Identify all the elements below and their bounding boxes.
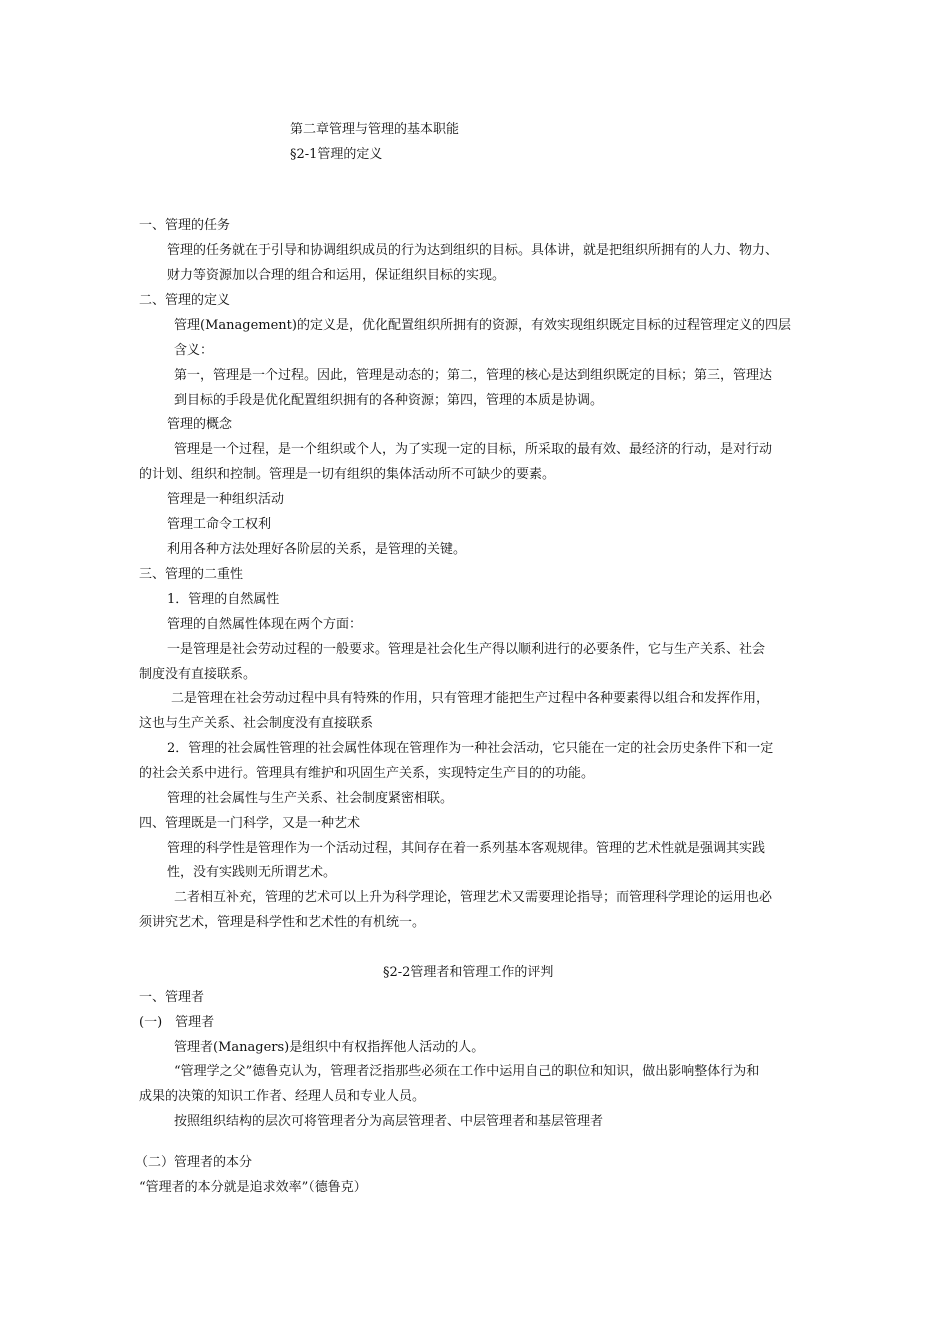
section-title: §2-1管理的定义 xyxy=(290,147,383,162)
paragraph-line: “管理学之父”德鲁克认为，管理者泛指那些必须在工作中运用自己的职位和知识，做出影响整体行为和 xyxy=(174,1064,760,1079)
paragraph-line: 这也与生产关系、社会制度没有直接联系 xyxy=(139,716,374,731)
subheading-concept: 管理的概念 xyxy=(167,417,233,432)
paragraph-line: 利用各种方法处理好各阶层的关系，是管理的关键。 xyxy=(167,542,467,557)
paragraph-line: 二者相互补充，管理的艺术可以上升为科学理论，管理艺术又需要理论指导；而管理科学理论的运用也必 xyxy=(174,890,773,905)
paragraph-line: 二是管理在社会劳动过程中具有特殊的作用，只有管理才能把生产过程中各种要素得以组合和发挥作用， xyxy=(171,691,770,706)
paragraph-line: 财力等资源加以合理的组合和运用，保证组织目标的实现。 xyxy=(167,268,506,283)
paragraph-line: 按照组织结构的层次可将管理者分为高层管理者、中层管理者和基层管理者 xyxy=(174,1114,604,1129)
paragraph-line: 管理是一种组织活动 xyxy=(167,492,285,507)
paragraph-line: 到目标的手段是优化配置组织拥有的各种资源；第四，管理的本质是协调。 xyxy=(174,393,604,408)
subheading-manager: (一) 管理者 xyxy=(139,1015,215,1030)
paragraph-line: 管理的任务就在于引导和协调组织成员的行为达到组织的目标。具体讲，就是把组织所拥有的人力、物力、 xyxy=(167,243,779,258)
subheading-natural: 1．管理的自然属性 xyxy=(167,592,280,607)
paragraph-line: 的计划、组织和控制。管理是一切有组织的集体活动所不可缺少的要素。 xyxy=(139,467,556,482)
paragraph-line: 制度没有直接联系。 xyxy=(139,667,257,682)
paragraph-line: 管理者(Managers)是组织中有权指挥他人活动的人。 xyxy=(174,1040,485,1055)
quote-line: “管理者的本分就是追求效率”（德鲁克） xyxy=(139,1180,367,1195)
heading-duality: 三、管理的二重性 xyxy=(139,567,244,582)
heading-managers: 一、管理者 xyxy=(139,990,205,1005)
paragraph-line: 管理的科学性是管理作为一个活动过程，其间存在着一系列基本客观规律。管理的艺术性就是强调其实践 xyxy=(167,841,766,856)
heading-science-art: 四、管理既是一门科学，又是一种艺术 xyxy=(139,816,361,831)
paragraph-line: 一是管理是社会劳动过程的一般要求。管理是社会化生产得以顺利进行的必要条件，它与生产关系、社会 xyxy=(167,642,766,657)
section-title: §2-2管理者和管理工作的评判 xyxy=(383,965,554,980)
paragraph-line: 管理的自然属性体现在两个方面： xyxy=(167,617,363,632)
paragraph-line: 的社会关系中进行。管理具有维护和巩固生产关系，实现特定生产目的的功能。 xyxy=(139,766,595,781)
paragraph-line: 管理工命令工权利 xyxy=(167,517,272,532)
paragraph-line: 2．管理的社会属性管理的社会属性体现在管理作为一种社会活动，它只能在一定的社会历史条件下和一定 xyxy=(167,741,774,756)
subheading-duty: （二）管理者的本分 xyxy=(135,1155,253,1170)
paragraph-line: 管理的社会属性与生产关系、社会制度紧密相联。 xyxy=(167,791,454,806)
paragraph-line: 第一，管理是一个过程。因此，管理是动态的；第二，管理的核心是达到组织既定的目标；第三，管理达 xyxy=(174,368,773,383)
heading-definition: 二、管理的定义 xyxy=(139,293,231,308)
heading-task: 一、管理的任务 xyxy=(139,218,231,233)
paragraph-line: 管理是一个过程，是一个组织或个人，为了实现一定的目标，所采取的最有效、最经济的行动，是对行动 xyxy=(174,442,773,457)
chapter-title: 第二章管理与管理的基本职能 xyxy=(290,122,460,137)
paragraph-line: 管理(Management)的定义是，优化配置组织所拥有的资源，有效实现组织既定目标的过程管理定义的四层 xyxy=(174,318,791,333)
paragraph-line: 成果的决策的知识工作者、经理人员和专业人员。 xyxy=(139,1089,426,1104)
paragraph-line: 须讲究艺术，管理是科学性和艺术性的有机统一。 xyxy=(139,915,426,930)
paragraph-line: 含义： xyxy=(174,343,214,358)
paragraph-line: 性，没有实践则无所谓艺术。 xyxy=(167,865,337,880)
